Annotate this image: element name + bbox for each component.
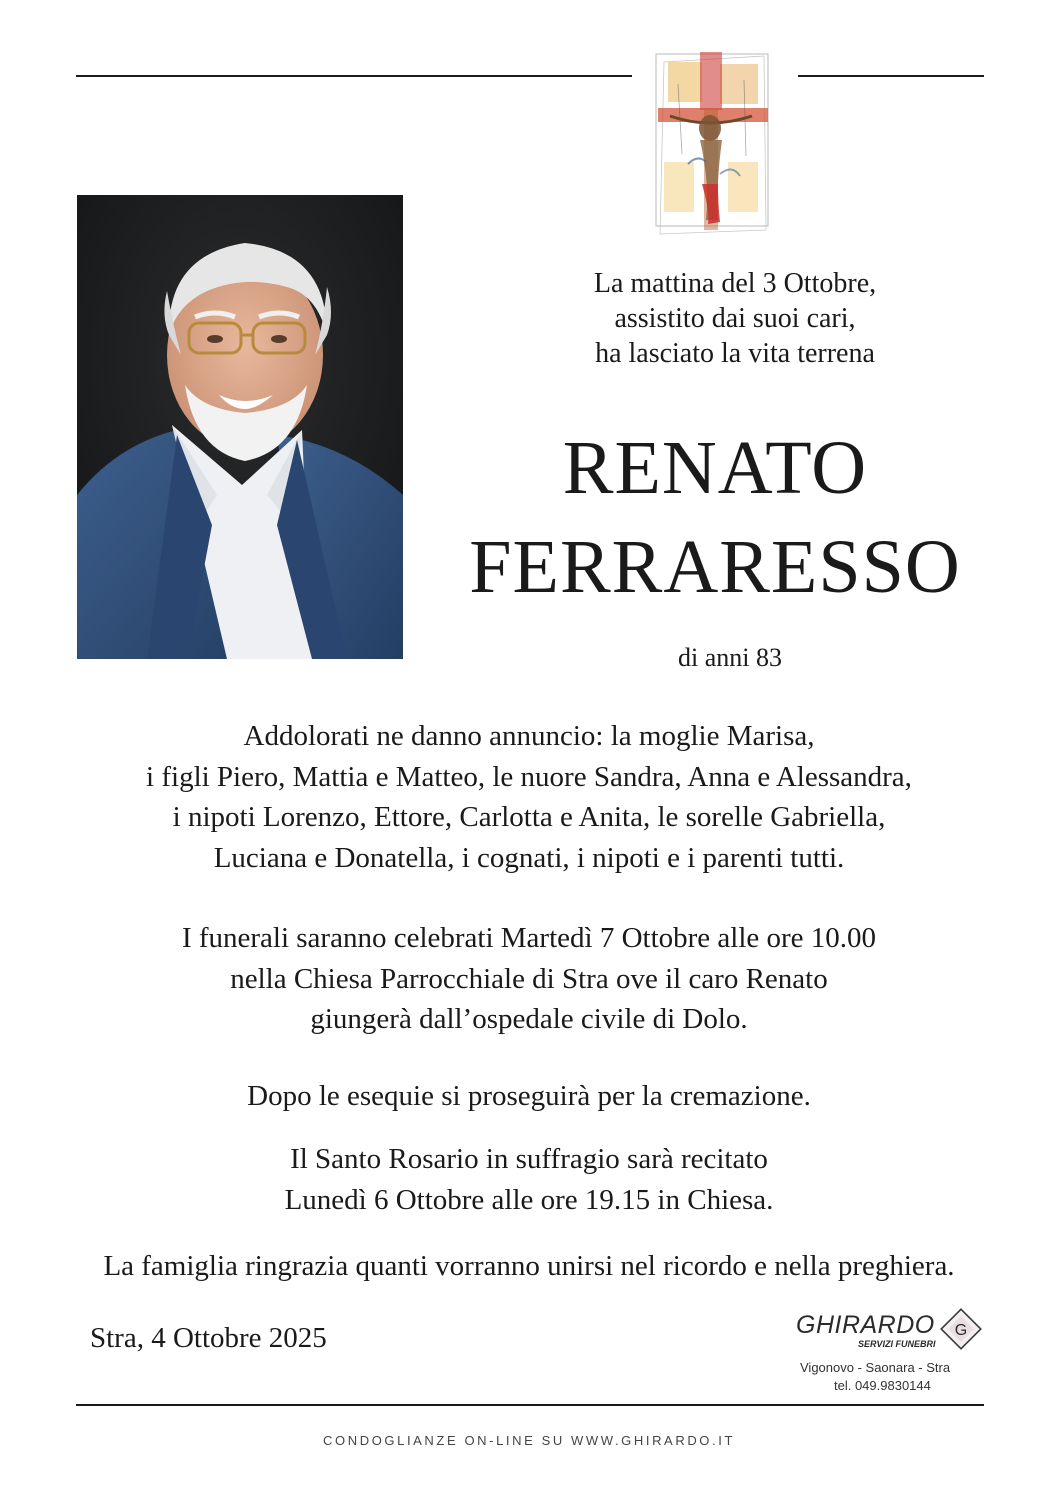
funeral-line: giungerà dall’ospedale civile di Dolo. — [310, 1003, 748, 1035]
intro-line: assistito dai suoi cari, — [614, 303, 856, 334]
deceased-age: di anni 83 — [678, 643, 782, 672]
announcement-line: Luciana e Donatella, i cognati, i nipoti e i parenti tutti. — [213, 841, 845, 874]
funeral-line: I funerali saranno celebrati Martedì 7 Ottobre alle ore 10.00 — [181, 922, 877, 954]
top-rule-left — [76, 75, 632, 77]
funeral-home-subtitle: SERVIZI FUNEBRI — [858, 1339, 936, 1349]
bottom-rule — [76, 1404, 984, 1406]
deceased-last-name: FERRARESSO — [469, 525, 961, 609]
announcement-line: i nipoti Lorenzo, Ettore, Carlotta e Anita, le sorelle Gabriella, — [172, 801, 886, 833]
intro-line: La mattina del 3 Ottobre, — [593, 268, 877, 299]
intro-line: ha lasciato la vita terrena — [595, 338, 875, 369]
family-thanks — [40, 1246, 1018, 1287]
place-and-date: Stra, 4 Ottobre 2025 — [90, 1322, 327, 1354]
announcement-line: i figli Piero, Mattia e Matteo, le nuore Sandra, Anna e Alessandra, — [146, 760, 912, 793]
portrait-photo — [77, 195, 403, 659]
funeral-details — [40, 918, 1018, 1040]
thanks-line: La famiglia ringrazia quanti vorranno unirsi nel ricordo e nella preghiera. — [103, 1250, 955, 1282]
rosary-line: Il Santo Rosario in suffragio sarà recitato — [290, 1143, 768, 1175]
top-rule-right — [798, 75, 984, 77]
announcement-line: Addolorati ne danno annuncio: la moglie Marisa, — [243, 720, 815, 752]
footer-condolences-link[interactable]: CONDOGLIANZE ON-LINE SU WWW.GHIRARDO.IT — [323, 1433, 735, 1448]
funeral-home-name: GHIRARDO — [796, 1311, 935, 1339]
funeral-line: nella Chiesa Parrocchiale di Stra ove il caro Renato — [230, 962, 828, 995]
rosary-details — [40, 1139, 1018, 1220]
cremation-note — [40, 1076, 1018, 1117]
crucifix-icon — [648, 44, 772, 240]
funeral-home-towns: Vigonovo - Saonara - Stra — [800, 1360, 951, 1375]
cremation-line: Dopo le esequie si proseguirà per la cremazione. — [247, 1080, 811, 1112]
intro-text — [500, 266, 970, 371]
funeral-home-logo — [796, 1302, 986, 1396]
rosary-line: Lunedì 6 Ottobre alle ore 19.15 in Chiesa. — [284, 1183, 774, 1216]
logo-mark-letter: G — [954, 1322, 968, 1339]
funeral-home-phone: tel. 049.9830144 — [834, 1378, 931, 1393]
family-announcement — [40, 716, 1018, 878]
ghirardo-logo-icon — [938, 1306, 984, 1352]
deceased-first-name: RENATO — [562, 426, 868, 510]
